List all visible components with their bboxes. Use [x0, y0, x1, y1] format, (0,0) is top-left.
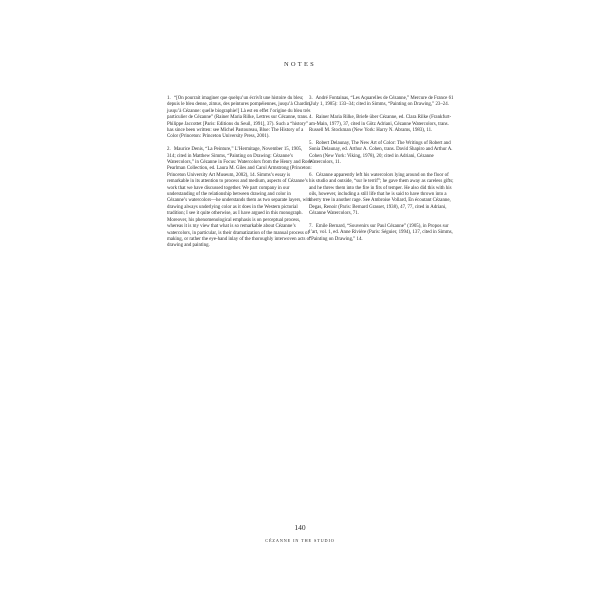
note-item [309, 115, 454, 134]
notes-column-right [309, 96, 454, 243]
note-number: 2. [167, 147, 171, 153]
note-text: Robert Delaunay, The New Art of Color: The Writings of Robert and Sonia Delaunay, ed. Arthur A. Cohen, trans. David Shapiro and Arthur A. Cohen (New York: Viking, 1978), 20; cited in Adriani, Cézanne Watercolors, 11. [309, 140, 453, 166]
page-number: 140 [294, 523, 306, 532]
note-number: 4. [309, 115, 313, 121]
note-text: André Fontainas, “Les Aquarelles de Cézanne,” Mercure de France 61 (July 1, 1905): 133–34; cited in Simms, “Painting on Drawing,” 23–24. [309, 96, 454, 108]
note-text: Cézanne apparently left his watercolors lying around on the floor of his studio and outside, “sur le terrif”; he gave them away as careless gifts; and he threw them into the fire in fits of temper. He also did this with his oils, however, including a still life that he is said to have thrown into a cherry tree in another rage. See Ambroise Vollard, En écoutant Cézanne, Degas, Renoir (Paris: Bernard Grasset, 1938), 47, 77, cited in Adriani, Cézanne Watercolors, 71. [309, 172, 454, 217]
notes-column-left [167, 96, 312, 250]
note-item [167, 96, 312, 141]
note-number: 7. [309, 224, 313, 230]
note-text: Emile Bernard, “Souvenirs sur Paul Cézanne” (1905), in Propos sur l’art, vol. 1, ed. Anne Rivière (Paris: Séguier, 1994), 137, cited in Simms, “Painting on Drawing,” 14. [309, 224, 453, 242]
running-footer-title: CÉZANNE IN THE STUDIO [265, 538, 335, 543]
note-number: 3. [309, 96, 313, 101]
note-number: 1. [167, 96, 171, 101]
note-number: 5. [309, 140, 313, 146]
note-item [309, 96, 454, 109]
note-number: 6. [309, 172, 313, 178]
page-header-title: NOTES [284, 61, 316, 68]
note-text: “[On pourrait imaginer que quelqu’un écrivît une histoire du bleu; depuis le bleu dense, zimus, des peintures pompéiennes, jusqu’à Chardin, jusqu’à Cézanne: quelle biographie!] Là est en effet l’origine du bleu très particulier de Cézanne” (Rainer Maria Rilke, Lettres sur Cézanne, trans. Philippe Jaccottet [Paris: Editions du Seuil, 1991], 37). Such a “history” has since been written: see Michel Pastoureau, Blue: The History of a Color (Princeton: Princeton University Press, 2001). [167, 96, 311, 140]
note-item [309, 141, 454, 167]
note-text: Rainer Maria Rilke, Briefe über Cézanne, ed. Clara Rilke (Frankfurt-am-Main, 1977), 37, cited in Götz Adriani, Cézanne Watercolors, trans. Russell M. Stockman (New York: Harry N. Abrams, 1983), 11. [309, 115, 452, 134]
note-text: Maurice Denis, “La Peinture,” L’Hermitage, November 15, 1905, 314; cited in Matthew Simms, “Painting on Drawing: Cézanne’s Watercolors,” in Cézanne in Focus: Watercolors from the Henry and Rose Pearlman Collection, ed. Laura M. Giles and Carol Armstrong (Princeton: Princeton University Art Museum, 2002), 14. Simms’s essay is remarkable in its attention to process and medium, aspects of Cézanne’s work that we have discussed together. We part company in our understanding of the relationship between drawing and color in Cézanne’s watercolors—he understands them as two separate layers, with drawing always underlying color as it does in the Western pictorial tradition; I see it quite otherwise, as I have argued in this monograph. Moreover, his phenomenological emphasis is on perceptual process, whereas it is my view that what is so remarkable about Cézanne’s watercolors, in particular, is their dramatization of the manual process of making, or rather the eye-hand inlay of the thoroughly interwoven acts of drawing and painting. [167, 147, 312, 249]
note-item [309, 224, 454, 243]
note-item [167, 147, 312, 250]
note-item [309, 173, 454, 218]
